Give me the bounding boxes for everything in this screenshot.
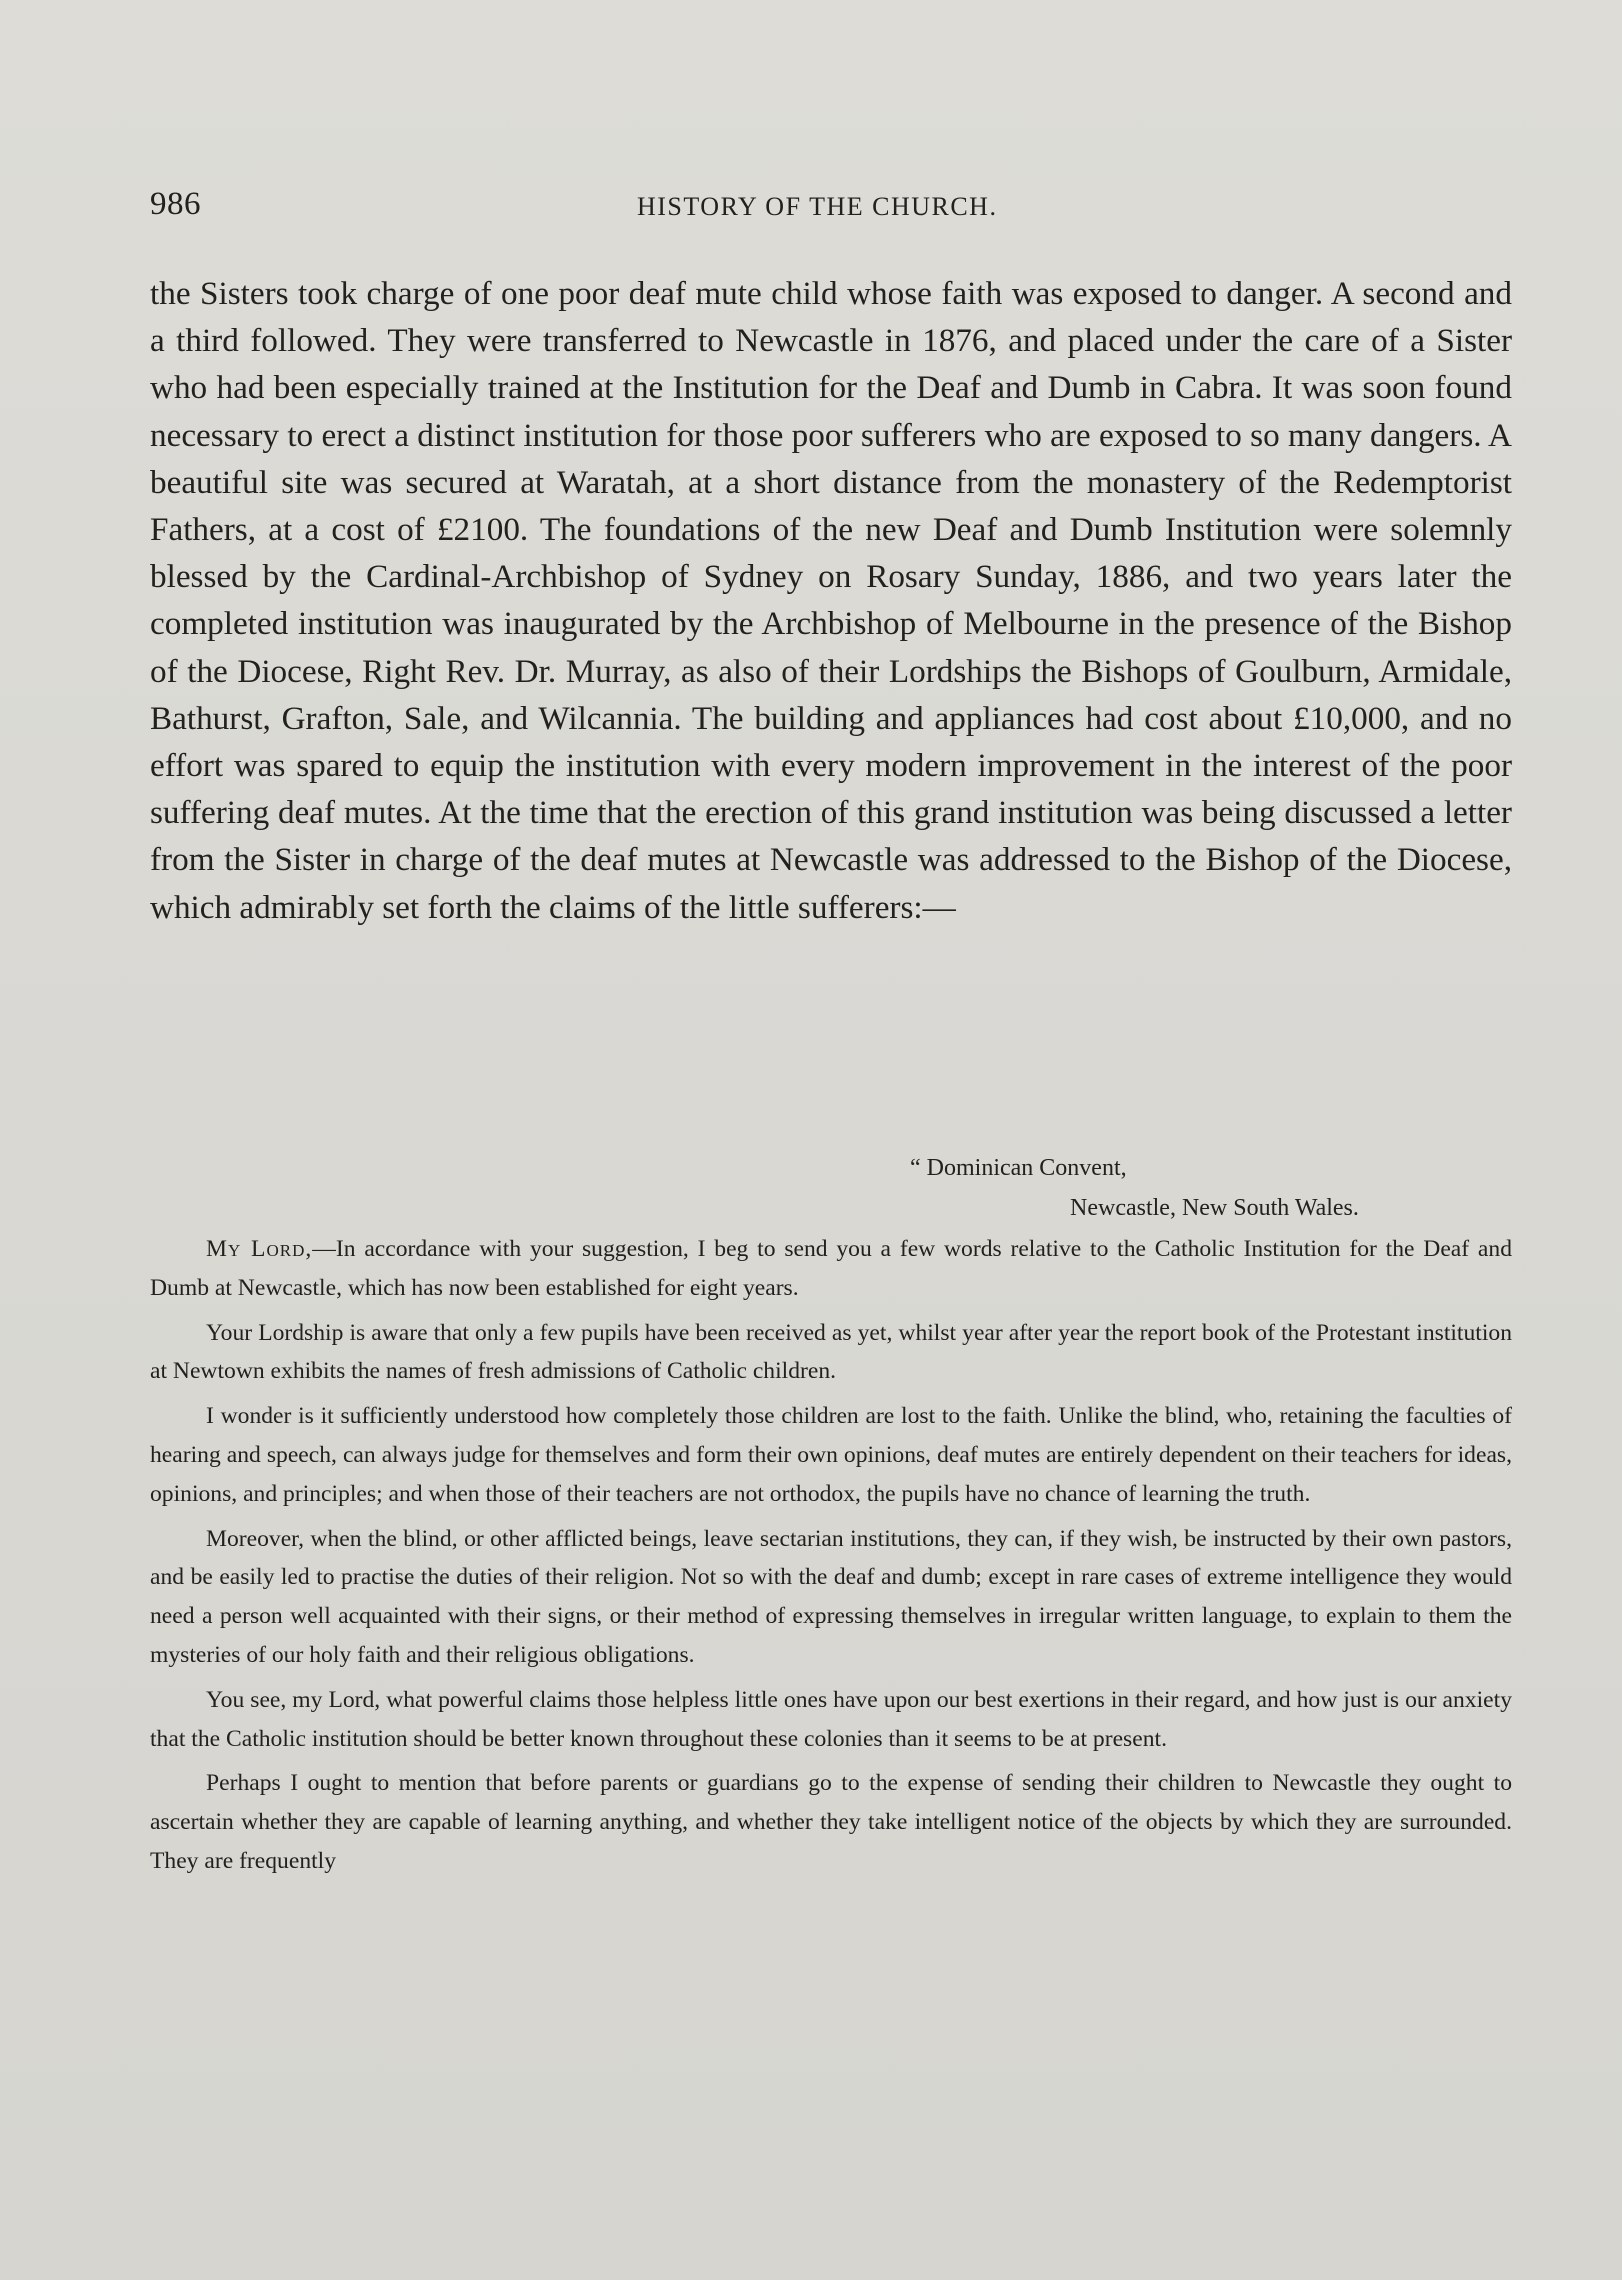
letter-paragraph-4: Moreover, when the blind, or other afflicted beings, leave sectarian institutions, they can, if they wish, be instructed by their own pastors, and be easily led to practise the duties of their religion. Not so with the deaf and dumb; except in rare cases of extreme intelligence they would need a person well acquainted with their signs, or their method of expressing themselves in irregular written language, to explain to them the mysteries of our holy faith and their religious obligations. xyxy=(150,1525,1512,1668)
address-line-1: “ Dominican Convent, xyxy=(910,1155,1127,1181)
body-paragraph: the Sisters took charge of one poor deaf mute child whose faith was exposed to danger. A second and a third followed. They were transferred to Newcastle in 1876, and placed under the care of a Sister who had been especially trained at the Institution for the Deaf and Dumb in Cabra. It was soon found necessary to erect a distinct institution for those poor sufferers who are exposed to so many dangers. A beautiful site was secured at Waratah, at a short distance from the monastery of the Redemptorist Fathers, at a cost of £2100. The foundations of the new Deaf and Dumb Institution were solemnly blessed by the Cardinal-Archbishop of Sydney on Rosary Sunday, 1886, and two years later the completed institution was inaugurated by the Archbishop of Melbourne in the presence of the Bishop of the Diocese, Right Rev. Dr. Murray, as also of their Lordships the Bishops of Goulburn, Armidale, Bathurst, Grafton, Sale, and Wilcannia. The building and appliances had cost about £10,000, and no effort was spared to equip the institution with every modern improvement in the interest of the poor suffering deaf mutes. At the time that the erection of this grand institution was being discussed a letter from the Sister in charge of the deaf mutes at Newcastle was addressed to the Bishop of the Diocese, which admirably set forth the claims of the little sufferers:— xyxy=(150,275,1512,926)
page-number: 986 xyxy=(150,186,201,222)
body-text xyxy=(150,270,1512,931)
running-head: HISTORY OF THE CHURCH. xyxy=(637,192,998,221)
letter-paragraph-1-text: —In accordance with your suggestion, I beg to send you a few words relative to the Catholic Institution for the Deaf and Dumb at Newcastle, which has now been established for eight years. xyxy=(150,1236,1512,1301)
letter-text xyxy=(150,1230,1512,1887)
address-line-2: Newcastle, New South Wales. xyxy=(1070,1195,1359,1221)
letter-paragraph-1 xyxy=(150,1230,1512,1308)
letter-paragraph-5: You see, my Lord, what powerful claims those helpless little ones have upon our best exertions in their regard, and how just is our anxiety that the Catholic institution should be better known throughout these colonies than it seems to be at present. xyxy=(150,1686,1512,1752)
letter-salutation: My Lord, xyxy=(206,1236,313,1262)
letter-paragraph-3: I wonder is it sufficiently understood how completely those children are lost to the faith. Unlike the blind, who, retaining the faculties of hearing and speech, can always judge for themselves and form their own opinions, deaf mutes are entirely dependent on their teachers for ideas, opinions, and principles; and when those of their teachers are not orthodox, the pupils have no chance of learning the truth. xyxy=(150,1403,1512,1507)
page-header xyxy=(150,186,1512,236)
letter-paragraph-6: Perhaps I ought to mention that before parents or guardians go to the expense of sending their children to Newcastle they ought to ascertain whether they are capable of learning anything, and whether they take intelligent notice of the objects by which they are surrounded. They are frequently xyxy=(150,1770,1512,1874)
letter-paragraph-2: Your Lordship is aware that only a few pupils have been received as yet, whilst year after year the report book of the Protestant institution at Newtown exhibits the names of fresh admissions of Catholic children. xyxy=(150,1319,1512,1385)
letter-address xyxy=(150,1148,1512,1228)
